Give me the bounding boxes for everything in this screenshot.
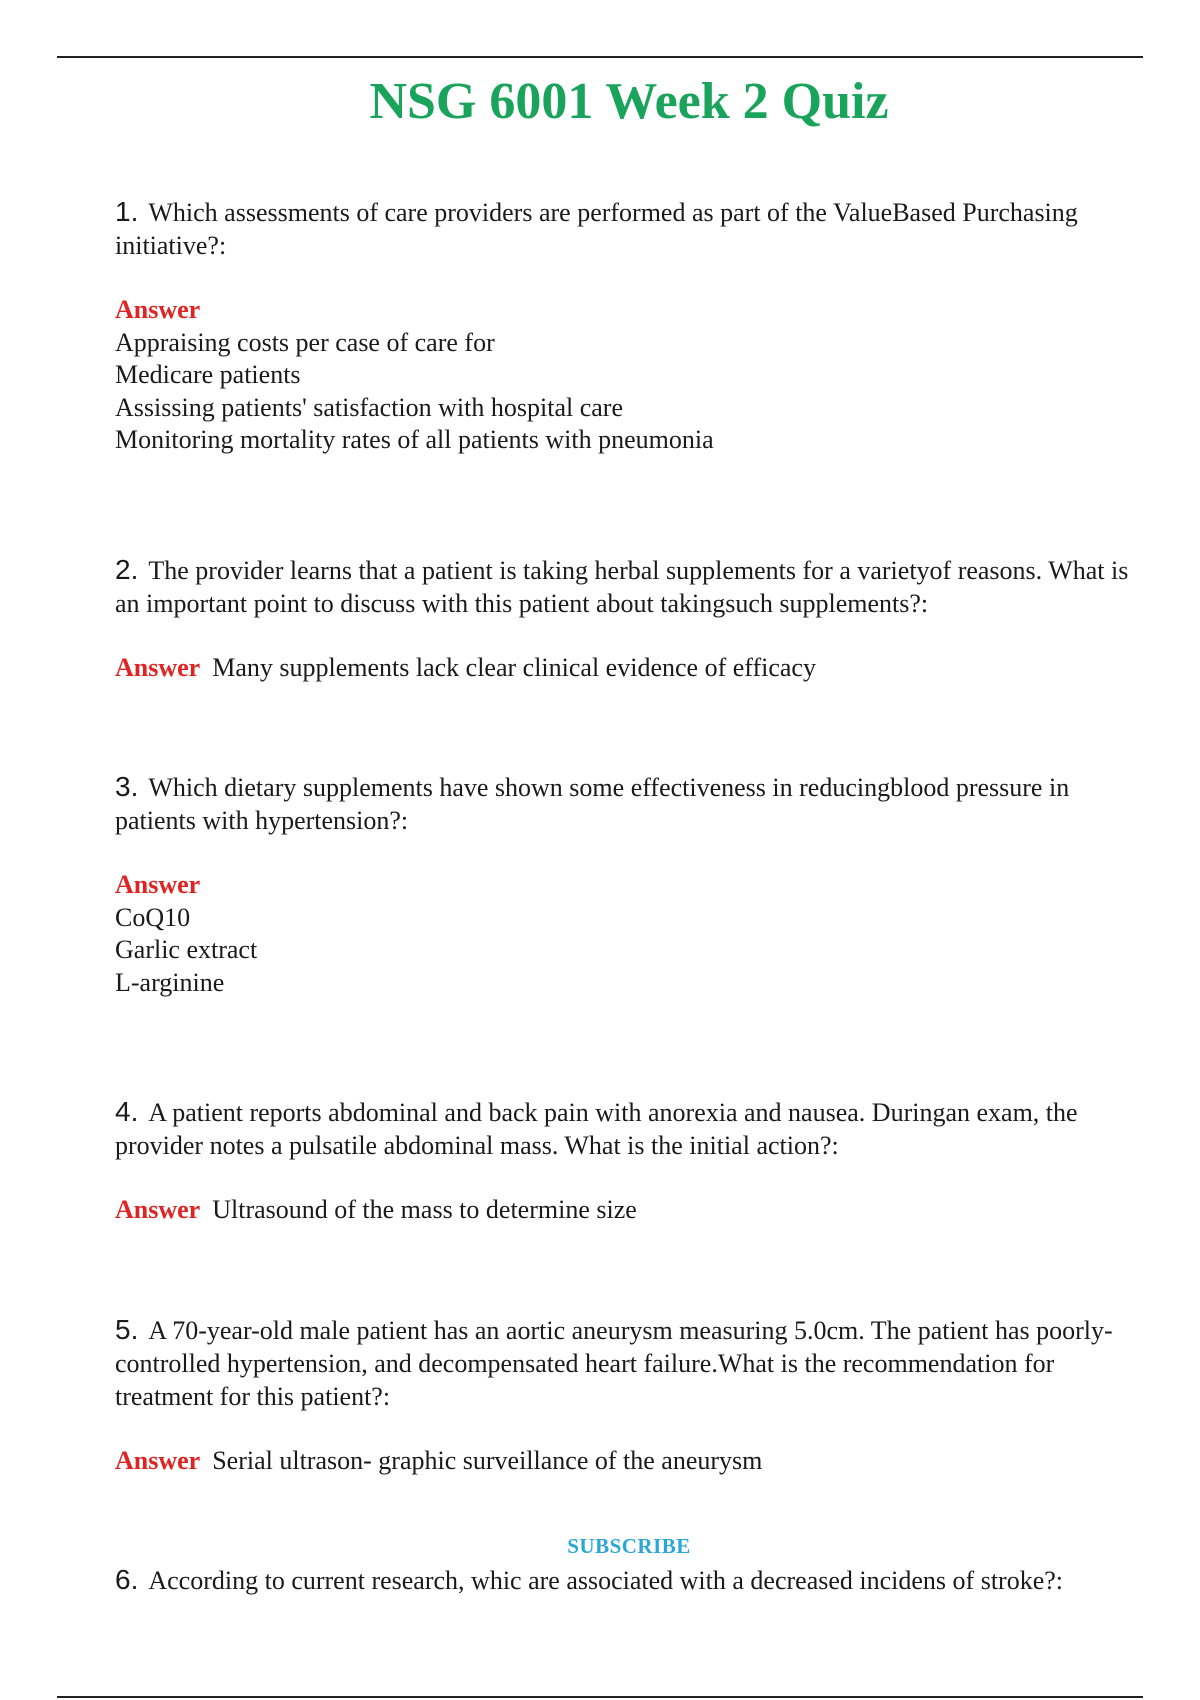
answer-line: CoQ10 (115, 902, 191, 932)
question-1 (115, 195, 1135, 457)
answer-label: Answer (115, 652, 201, 682)
question-6 (115, 1563, 1135, 1597)
question-number: 4. (115, 1096, 139, 1127)
question-text (115, 195, 1135, 262)
question-text (115, 770, 1135, 837)
answer-block (115, 1194, 1135, 1227)
question-number: 1. (115, 196, 139, 227)
question-number: 2. (115, 553, 139, 585)
question-text (115, 1313, 1135, 1413)
answer-line: Medicare patients (115, 360, 301, 389)
question-prompt: A patient reports abdominal and back pain with anorexia and nausea. Duringan exam, the provider notes a pulsatile abdominal mass. What is the initial action?: (115, 1098, 1078, 1160)
answer-label: Answer (115, 1195, 201, 1224)
answer-block (115, 652, 1135, 685)
answer-block (115, 294, 1135, 457)
answer-line: Garlic extract (115, 935, 258, 964)
question-number: 6. (115, 1564, 139, 1595)
question-prompt: Which dietary supplements have shown some effectiveness in reducingblood pressure in patients with hypertension?: (115, 773, 1070, 835)
question-4 (115, 1095, 1135, 1227)
answer-label: Answer (115, 295, 201, 324)
answer-label: Answer (115, 870, 201, 899)
answer-label: Answer (115, 1445, 201, 1475)
question-prompt: A 70-year-old male patient has an aortic aneurysm measuring 5.0cm. The patient has poorly-controlled hypertension, and decompensated heart failure.What is the recommendation for treatment for this patient?: (115, 1315, 1113, 1411)
question-2 (115, 553, 1135, 685)
question-3 (115, 770, 1135, 999)
answer-block (115, 1445, 1135, 1478)
question-text (115, 553, 1135, 620)
question-text (115, 1563, 1135, 1597)
question-number: 3. (115, 771, 139, 802)
answer-text: Serial ultrason- graphic surveillance of the aneurysm (212, 1445, 763, 1475)
answer-line: L-arginine (115, 967, 225, 997)
answer-block (115, 869, 1135, 999)
answer-line: Monitoring mortality rates of all patients with pneumonia (115, 425, 714, 454)
question-prompt: The provider learns that a patient is taking herbal supplements for a varietyof reasons. What is an important point to discuss with this patient about takingsuch supplements?: (115, 555, 1129, 618)
answer-text: Many supplements lack clear clinical evidence of efficacy (212, 652, 816, 682)
question-number: 5. (115, 1313, 139, 1345)
question-text (115, 1095, 1135, 1162)
bottom-rule (57, 1696, 1143, 1698)
answer-text: Ultrasound of the mass to determine size (212, 1195, 637, 1224)
question-prompt: Which assessments of care providers are performed as part of the ValueBased Purchasing initiative?: (115, 198, 1078, 260)
quiz-content (115, 195, 1135, 1597)
answer-line: Assissing patients' satisfaction with hospital care (115, 392, 623, 422)
question-5 (115, 1313, 1135, 1478)
answer-line: Appraising costs per case of care for (115, 327, 495, 357)
subscribe-link[interactable]: SUBSCRIBE (567, 1534, 691, 1558)
page-title: NSG 6001 Week 2 Quiz (369, 73, 889, 130)
question-prompt: According to current research, whic are associated with a decreased incidens of stroke?: (148, 1566, 1064, 1595)
top-rule (57, 56, 1143, 58)
